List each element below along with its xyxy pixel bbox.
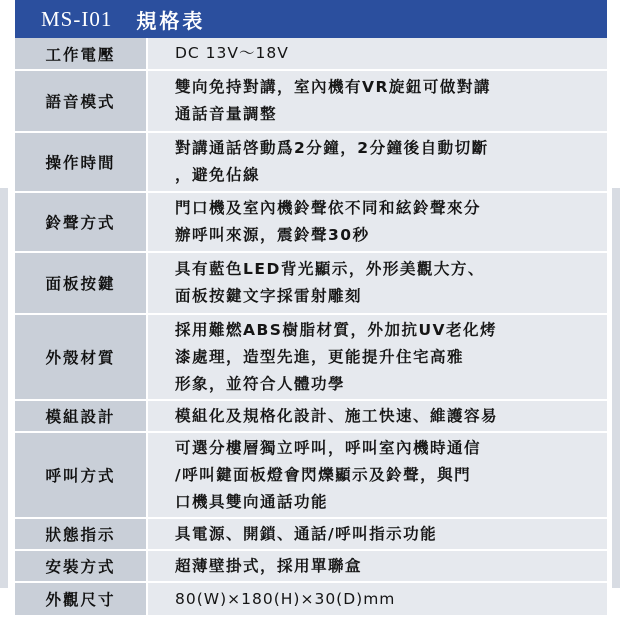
spec-label: 工作電壓 [15,38,147,70]
spec-value: 具有藍色LED背光顯示，外形美觀大方、 面板按鍵文字採雷射雕刻 [147,252,607,314]
spec-value: 80(W)×180(H)×30(D)mm [147,582,607,616]
spec-row-operation-time [15,132,607,192]
spec-label: 語音模式 [15,70,147,132]
spec-row-status-indicator [15,518,607,550]
spec-value: 門口機及室內機鈴聲依不同和絃鈴聲來分 辦呼叫來源，震鈴聲30秒 [147,192,607,252]
spec-label: 操作時間 [15,132,147,192]
spec-table [15,38,607,617]
spec-value: 可選分樓層獨立呼叫，呼叫室內機時通信 /呼叫鍵面板燈會閃爍顯示及鈴聲，與門 口機具雙向通話功能 [147,432,607,518]
spec-row-ring-mode [15,192,607,252]
right-decor-bar [612,188,620,588]
spec-label: 外觀尺寸 [15,582,147,616]
spec-label: 模組設計 [15,400,147,432]
spec-value: 具電源、開鎖、通話/呼叫指示功能 [147,518,607,550]
spec-header [15,0,607,38]
spec-label: 狀態指示 [15,518,147,550]
model-number: MS-I01 [41,6,113,31]
spec-value: 對講通話啓動爲2分鐘，2分鐘後自動切斷 ，避免佔線 [147,132,607,192]
spec-title: 規格表 [136,8,206,33]
spec-row-voltage [15,38,607,70]
left-decor-bar [0,188,8,588]
spec-row-voice-mode [15,70,607,132]
spec-label: 呼叫方式 [15,432,147,518]
spec-label: 安裝方式 [15,550,147,582]
spec-value: 雙向免持對講，室內機有VR旋鈕可做對講 通話音量調整 [147,70,607,132]
spec-value: 採用難燃ABS樹脂材質，外加抗UV老化烤 漆處理，造型先進，更能提升住宅高雅 形象，並符合人體功學 [147,314,607,400]
spec-label: 鈴聲方式 [15,192,147,252]
spec-row-housing-material [15,314,607,400]
spec-row-call-mode [15,432,607,518]
spec-row-dimensions [15,582,607,616]
spec-row-panel-buttons [15,252,607,314]
spec-label: 面板按鍵 [15,252,147,314]
spec-value: 模組化及規格化設計、施工快速、維護容易 [147,400,607,432]
spec-row-module-design [15,400,607,432]
spec-value: 超薄壁掛式，採用單聯盒 [147,550,607,582]
spec-row-installation [15,550,607,582]
spec-label: 外殼材質 [15,314,147,400]
spec-value: DC 13V～18V [147,38,607,70]
